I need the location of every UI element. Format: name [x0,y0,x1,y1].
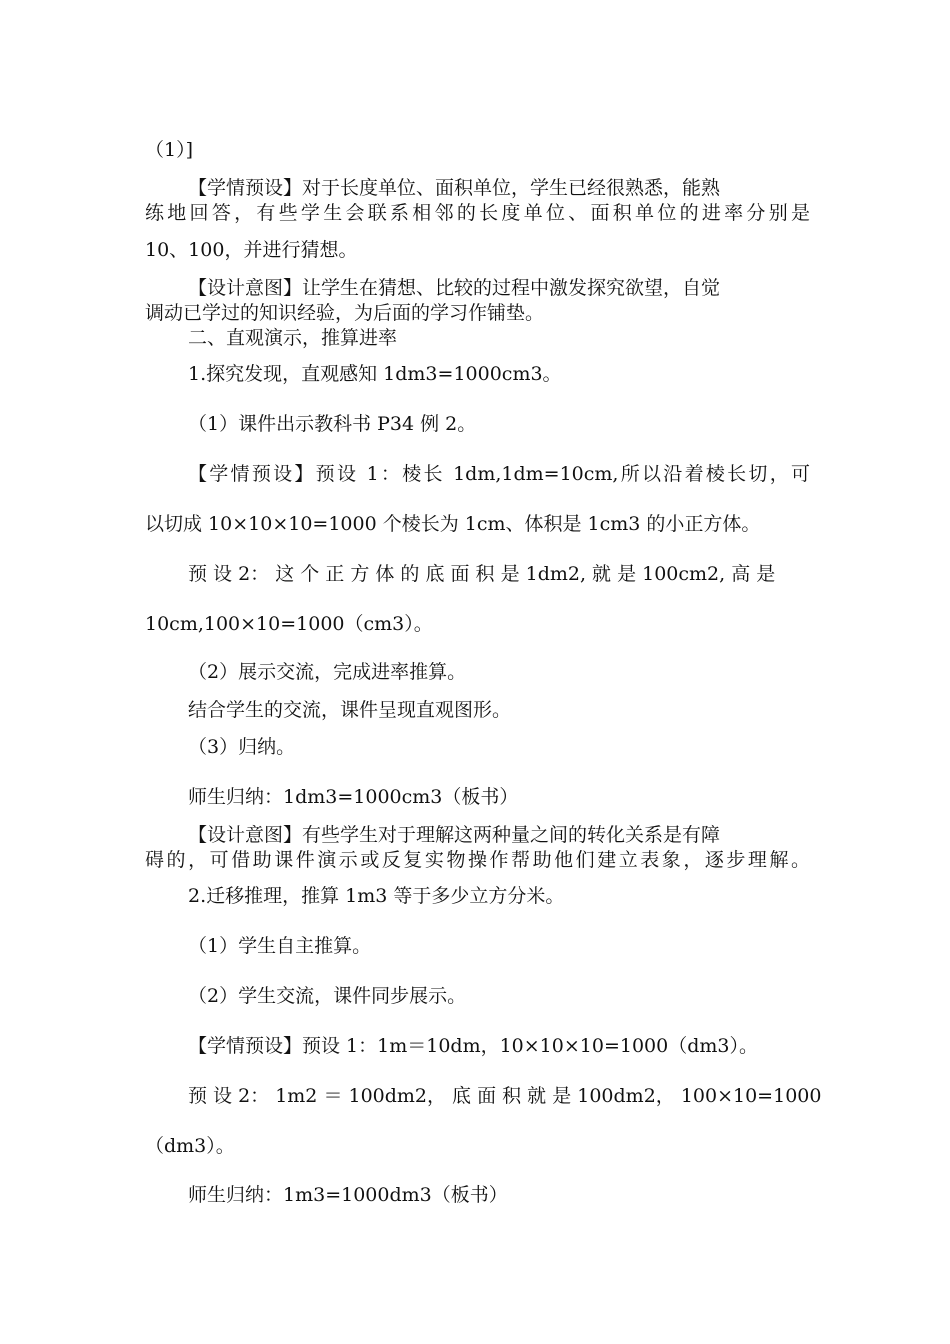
text-line: 师生归纳：1dm3=1000cm3（板书） [188,786,519,808]
text-line: 10cm,100×10=1000（cm3）。 [145,613,433,635]
text-line: 2.迁移推理，推算 1m3 等于多少立方分米。 [188,885,565,907]
text-line: （1）课件出示教科书 P34 例 2。 [188,413,477,435]
text-line: 1.探究发现，直观感知 1dm3=1000cm3。 [188,363,562,385]
text-line: 预 设 2： 这 个 正 方 体 的 底 面 积 是 1dm2, 就 是 100cm2, 高 是 [188,563,776,585]
text-line: 预 设 2： 1m2 ＝ 100dm2， 底 面 积 就 是 100dm2， 100×10=1000 [188,1085,822,1107]
text-line: 结合学生的交流，课件呈现直观图形。 [188,699,512,721]
text-line: （2）展示交流，完成进率推算。 [188,661,467,683]
text-line: （1）] [145,139,194,161]
text-line: （3）归纳。 [188,736,296,758]
text-line: 练地回答，有些学生会联系相邻的长度单位、面积单位的进率分别是 [145,202,810,224]
text-line: 师生归纳：1m3=1000dm3（板书） [188,1184,508,1206]
text-line: 以切成 10×10×10=1000 个棱长为 1cm、体积是 1cm3 的小正方体。 [145,513,761,535]
text-line: 【学情预设】预设 1：1m＝10dm，10×10×10=1000（dm3）。 [188,1035,759,1057]
text-line: 【设计意图】让学生在猜想、比较的过程中激发探究欲望，自觉 [188,277,721,299]
text-line: （dm3）。 [145,1135,235,1157]
text-line: 调动已学过的知识经验，为后面的学习作铺垫。 [145,302,545,324]
text-line: （1）学生自主推算。 [188,935,372,957]
text-line: 碍的，可借助课件演示或反复实物操作帮助他们建立表象，逐步理解。 [145,849,810,871]
text-line: 【学情预设】对于长度单位、面积单位，学生已经很熟悉，能熟 [188,177,721,199]
text-line: 10、100，并进行猜想。 [145,239,358,261]
text-line: （2）学生交流，课件同步展示。 [188,985,467,1007]
text-line: 【学情预设】预设 1：棱长 1dm,1dm=10cm,所以沿着棱长切，可 [188,463,810,485]
text-line: 【设计意图】有些学生对于理解这两种量之间的转化关系是有障 [188,824,721,846]
section-heading: 二、直观演示，推算进率 [188,327,398,349]
